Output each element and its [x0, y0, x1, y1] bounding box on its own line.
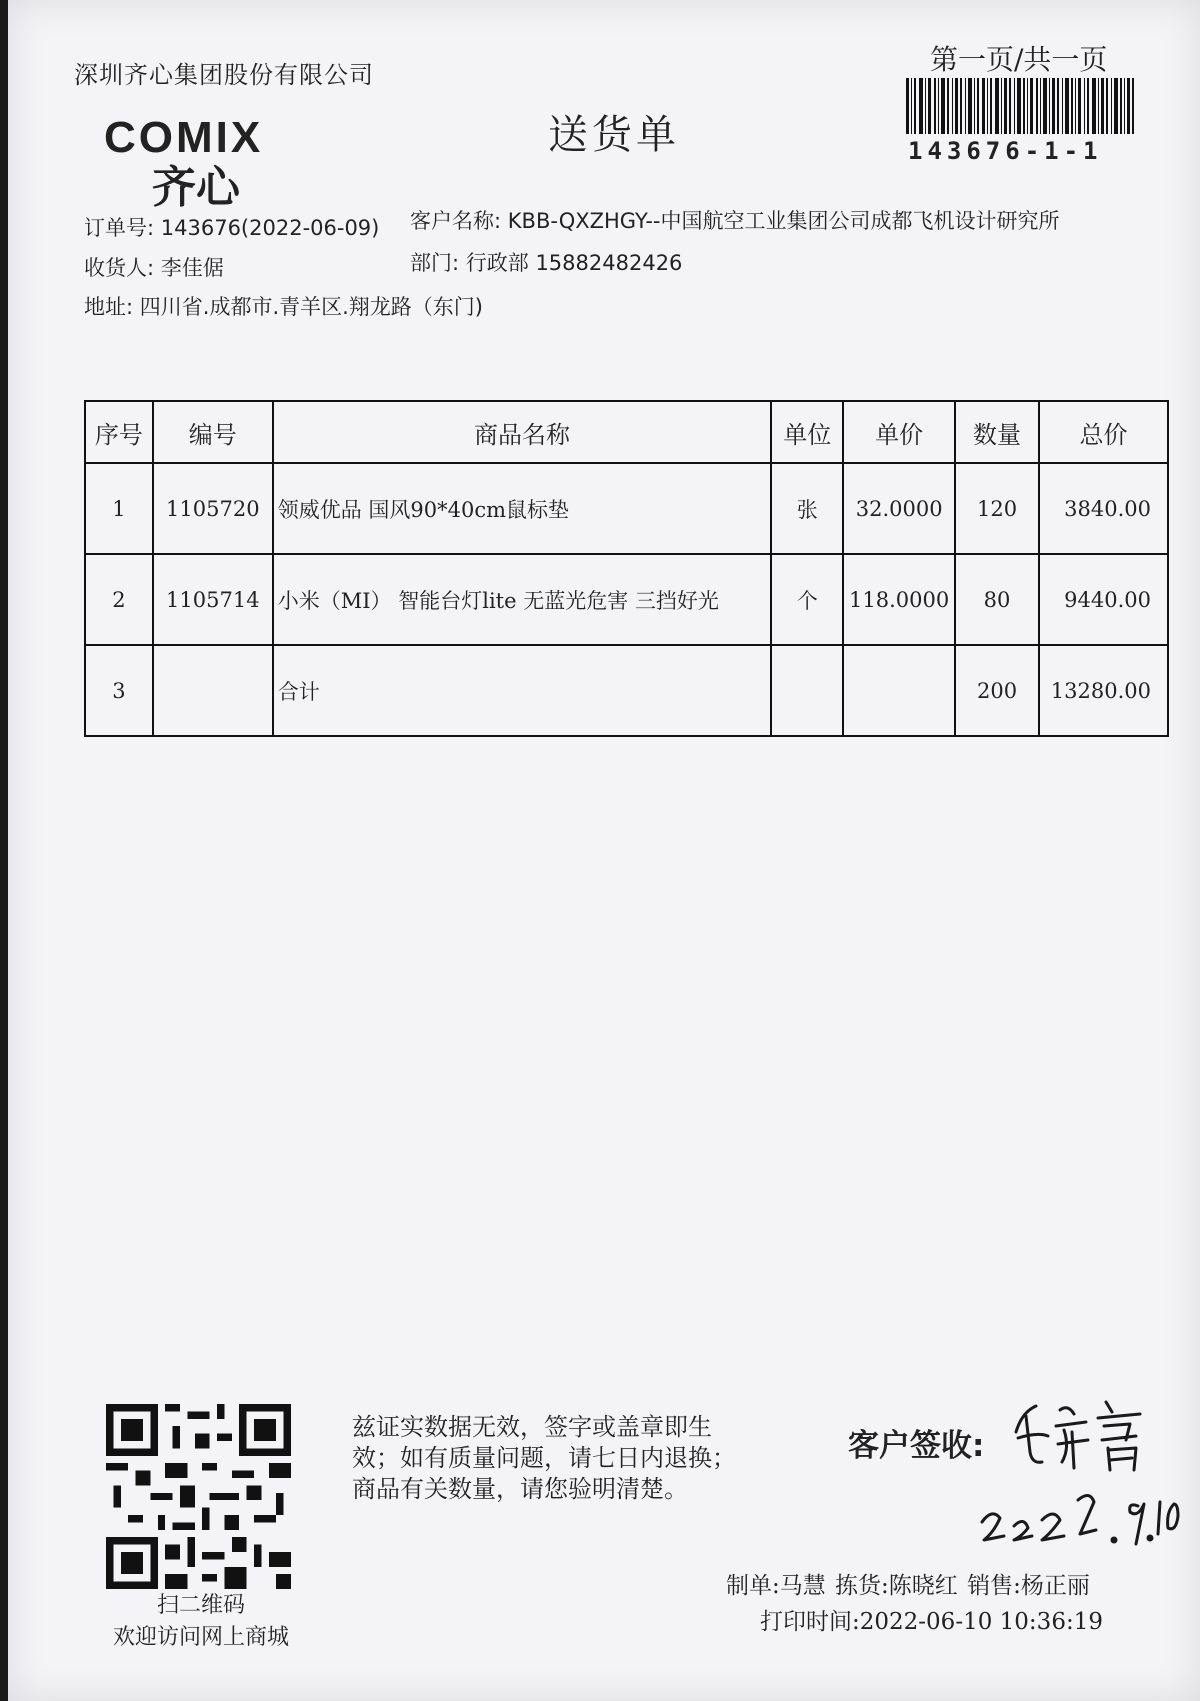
handwritten-signature [1008, 1392, 1168, 1477]
svg-text:齐心: 齐心 [152, 162, 240, 207]
qr-code [106, 1404, 291, 1589]
cell-unit: 张 [771, 463, 843, 554]
cell-qty: 80 [955, 554, 1039, 645]
table-header-row [85, 401, 1168, 463]
table-row-total [85, 645, 1168, 736]
qr-caption [96, 1590, 306, 1654]
col-header-unit: 单位 [771, 401, 843, 463]
comix-logo [100, 112, 330, 207]
order-number [84, 212, 379, 242]
cell-total: 3840.00 [1039, 463, 1168, 554]
customer-value: KBB-QXZHGY--中国航空工业集团公司成都飞机设计研究所 [507, 209, 1060, 233]
cell-code: 1105714 [153, 554, 273, 645]
col-header-code: 编号 [153, 401, 273, 463]
customer-name [410, 205, 1060, 235]
staff-info: 制单:马慧 拣货:陈晓红 销售:杨正丽 [726, 1573, 1090, 1599]
order-value: 143676(2022-06-09) [160, 216, 380, 240]
customer-sign-label: 客户签收: [848, 1428, 985, 1464]
cell-code [153, 645, 273, 736]
col-header-seq: 序号 [85, 401, 153, 463]
notice-line2: 效；如有质量问题，请七日内退换； [352, 1444, 736, 1472]
cell-price [843, 645, 955, 736]
barcode-number: 143676-1-1 [908, 137, 1103, 165]
dept-value: 行政部 15882482426 [465, 251, 683, 275]
page-info: 第一页/共一页 [930, 43, 1108, 76]
customer-label: 客户名称: [410, 209, 502, 233]
cell-name: 小米（MI） 智能台灯lite 无蓝光危害 三挡好光 [273, 554, 772, 645]
receiver-value: 李佳倨 [160, 256, 224, 280]
dept-label: 部门: [410, 251, 460, 275]
col-header-name: 商品名称 [273, 401, 772, 463]
department [410, 247, 682, 277]
address-label: 地址: [84, 295, 134, 319]
print-time: 打印时间:2022-06-10 10:36:19 [760, 1609, 1103, 1635]
cell-name: 合计 [273, 645, 772, 736]
qr-caption-line2: 欢迎访问网上商城 [112, 1625, 289, 1650]
cell-seq: 2 [85, 554, 153, 645]
col-header-price: 单价 [843, 401, 955, 463]
barcode [906, 78, 1134, 134]
notice-line1: 兹证实数据无效，签字或盖章即生 [352, 1413, 712, 1441]
table-row [85, 463, 1168, 554]
company-name: 深圳齐心集团股份有限公司 [74, 61, 374, 89]
address [84, 291, 483, 321]
col-header-qty: 数量 [955, 401, 1039, 463]
cell-seq: 1 [85, 463, 153, 554]
cell-total: 9440.00 [1039, 554, 1168, 645]
document-title: 送货单 [548, 112, 680, 158]
receiver [84, 252, 224, 282]
notice-text [352, 1412, 772, 1505]
cell-name: 领威优品 国风90*40cm鼠标垫 [273, 463, 772, 554]
handwritten-date [978, 1482, 1183, 1552]
cell-price: 118.0000 [843, 554, 955, 645]
cell-unit [771, 645, 843, 736]
cell-qty: 200 [955, 645, 1039, 736]
col-header-total: 总价 [1039, 401, 1168, 463]
table-row [85, 554, 1168, 645]
address-value: 四川省.成都市.青羊区.翔龙路（东门) [139, 295, 483, 319]
cell-total: 13280.00 [1039, 645, 1168, 736]
items-table [84, 400, 1169, 737]
svg-text:COMIX: COMIX [104, 113, 264, 162]
cell-seq: 3 [85, 645, 153, 736]
cell-unit: 个 [771, 554, 843, 645]
cell-price: 32.0000 [843, 463, 955, 554]
qr-caption-line1: 扫二维码 [156, 1593, 245, 1618]
cell-qty: 120 [955, 463, 1039, 554]
cell-code: 1105720 [153, 463, 273, 554]
order-label: 订单号: [84, 216, 155, 240]
delivery-note-paper [8, 0, 1200, 1701]
notice-line3: 商品有关数量，请您验明清楚。 [352, 1475, 688, 1503]
receiver-label: 收货人: [84, 256, 155, 280]
